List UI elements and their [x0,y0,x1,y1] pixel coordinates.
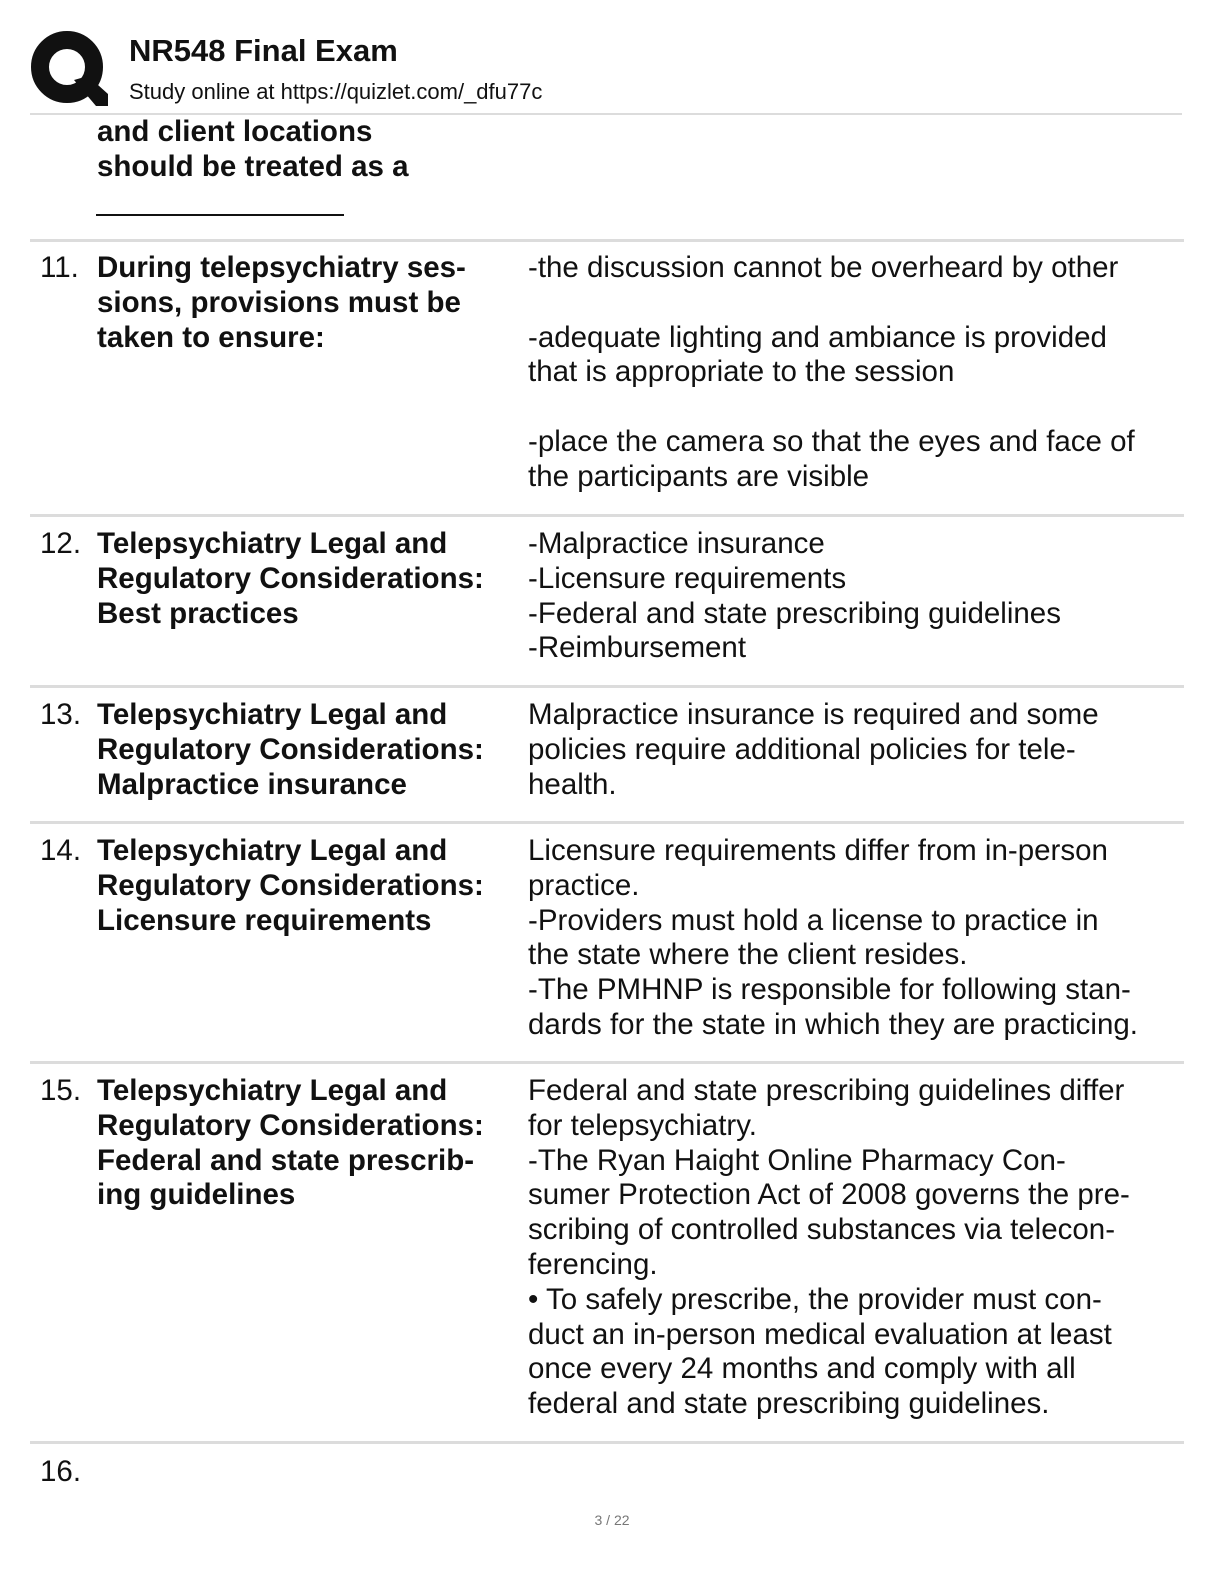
card-number: 15. [40,1074,82,1107]
card-number: 11. [40,251,79,284]
card-divider [30,821,1184,824]
card-term: Telepsychiatry Legal and Regulatory Considerations: Best practices [97,527,484,630]
card-divider [30,1441,1184,1444]
card-number: 16. [40,1455,82,1488]
card-number: 12. [40,527,82,560]
card-definition: -Malpractice insurance -Licensure requirements -Federal and state prescribing guidelines -Reimbursement [528,527,1061,665]
card-term: Telepsychiatry Legal and Regulatory Considerations: Malpractice insurance [97,698,484,801]
document-title: NR548 Final Exam [129,33,398,68]
card-divider [30,239,1184,242]
card-term: Telepsychiatry Legal and Regulatory Considerations: Licensure requirements [97,834,484,937]
card-divider [30,514,1184,517]
card-term: Telepsychiatry Legal and Regulatory Considerations: Federal and state prescrib- ing guidelines [97,1074,484,1212]
quizlet-logo [30,30,108,108]
card-term: During telepsychiatry ses- sions, provisions must be taken to ensure: [97,251,466,354]
study-online-link[interactable]: Study online at https://quizlet.com/_dfu77c [129,79,543,104]
card-number: 13. [40,698,82,731]
card-definition: Licensure requirements differ from in-person practice. -Providers must hold a license to practice in the state where the client resides. -The PMHNP is responsible for following stan- dards for the state in which they are practicing. [528,834,1138,1041]
card-number: 14. [40,834,82,867]
card-definition: Malpractice insurance is required and some policies require additional policies for tele- health. [528,698,1099,801]
card-definition: Federal and state prescribing guidelines differ for telepsychiatry. -The Ryan Haight Online Pharmacy Con- sumer Protection Act of 2008 governs the pre- scribing of controlled substances via telecon- ferencing. • To safely prescribe, the provider must con- duct an in-person medical evaluation at least once every 24 months and comply with all federal and state prescribing guidelines. [528,1074,1130,1421]
card-definition: -the discussion cannot be overheard by other -adequate lighting and ambiance is provided that is appropriate to the session -place the camera so that the eyes and face of the participants are visible [528,251,1135,493]
card-divider [30,685,1184,688]
card-divider [30,1061,1184,1064]
page-number: 3 / 22 [594,1512,630,1528]
fill-in-blank-line [96,214,344,216]
continued-term: and client locations should be treated as a [97,115,409,183]
